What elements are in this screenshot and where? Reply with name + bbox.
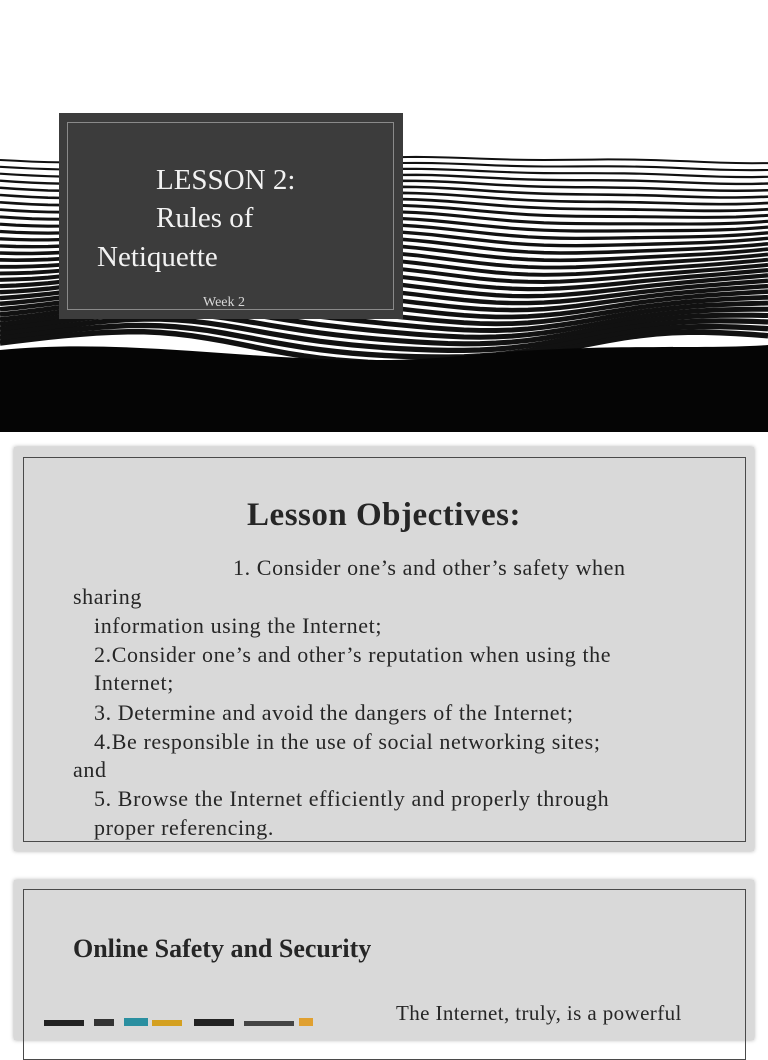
objective-line: 2.Consider one’s and other’s reputation when using the bbox=[94, 642, 612, 667]
lesson-number: LESSON 2: bbox=[156, 164, 296, 196]
title-box bbox=[59, 113, 403, 319]
week-label: Week 2 bbox=[203, 295, 246, 310]
safety-title: Online Safety and Security bbox=[73, 934, 372, 963]
objectives-title: Lesson Objectives: bbox=[247, 497, 521, 533]
objective-line: 5. Browse the Internet efficiently and properly through bbox=[94, 786, 610, 811]
objective-line: and bbox=[73, 757, 107, 782]
title-slide bbox=[0, 0, 768, 432]
safety-body-text: The Internet, truly, is a powerful bbox=[396, 1001, 682, 1025]
objective-line: sharing bbox=[73, 584, 142, 609]
objective-line: proper referencing. bbox=[94, 815, 274, 840]
objective-line: 1. Consider one’s and other’s safety when bbox=[233, 555, 626, 580]
objectives-slide bbox=[14, 447, 754, 851]
clipart-image bbox=[44, 1018, 324, 1026]
objective-line: information using the Internet; bbox=[94, 613, 383, 638]
objective-line: 3. Determine and avoid the dangers of the Internet; bbox=[94, 700, 574, 725]
lesson-title-line1: Rules of bbox=[156, 202, 254, 234]
safety-slide bbox=[14, 880, 754, 1040]
objective-line: 4.Be responsible in the use of social networking sites; bbox=[94, 729, 601, 754]
lesson-title-line2: Netiquette bbox=[97, 241, 218, 273]
safety-frame bbox=[23, 889, 746, 1060]
objective-line: Internet; bbox=[94, 670, 174, 695]
